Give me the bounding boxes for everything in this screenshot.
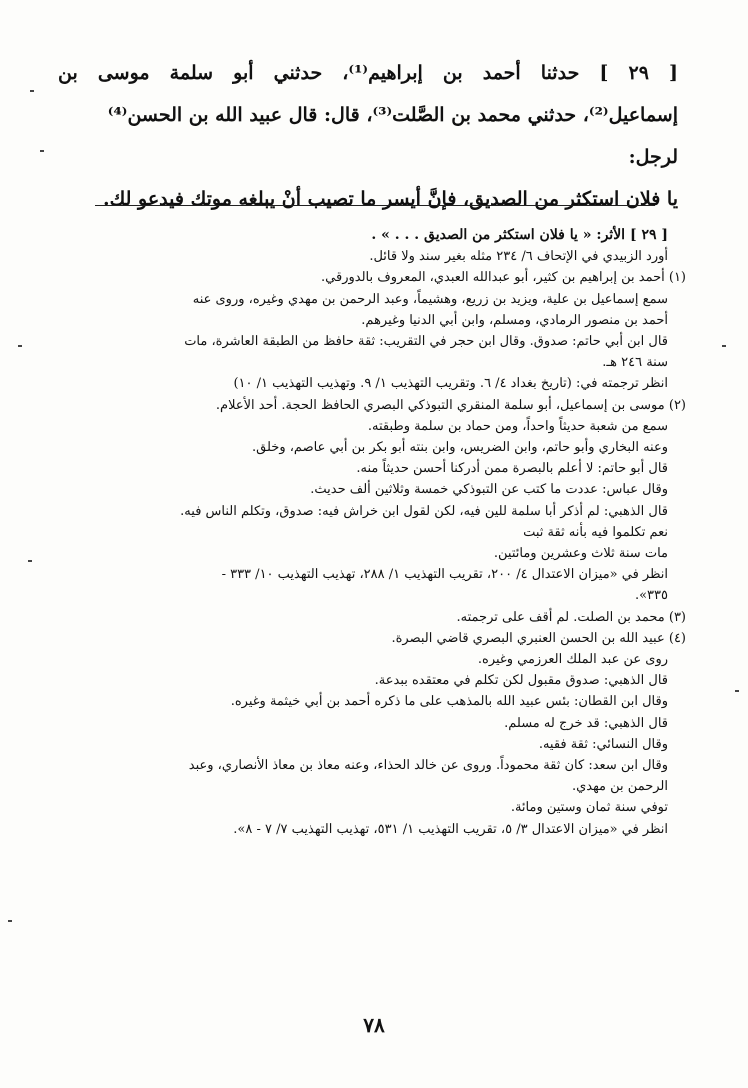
footnote-line: روى عن عبد الملك العرزمي وغيره. <box>477 652 668 668</box>
footnote-line: وعنه البخاري وأبو حاتم، وابن الضريس، وابن بنته أبو بكر بن أبي عاصم، وخلق. <box>252 440 668 456</box>
footnote-line: وقال ابن سعد: كان ثقة محموداً. وروى عن خالد الحذاء، وعنه معاذ بن معاذ الأنصاري، وعبد <box>188 758 668 774</box>
page-number: ٧٨ <box>363 1013 385 1037</box>
footnotes <box>86 225 686 840</box>
scan-mark <box>28 560 32 562</box>
footnote-line: وقال النسائي: ثقة فقيه. <box>538 736 668 752</box>
footnote-line: انظر ترجمته في: (تاريخ بغداد ٤/ ٦. وتقريب التهذيب ١/ ٩. وتهذيب التهذيب ١/ ١٠) <box>233 376 668 392</box>
footnote-line: قال الذهبي: لم أذكر أبا سلمة للين فيه، لكن لقول ابن خراش فيه: صدوق، وتكلم الناس فيه. <box>180 503 668 519</box>
footnote-line: وقال ابن القطان: بئس عبيد الله بالمذهب على ما ذكره أحمد بن أبي خيثمة وغيره. <box>230 694 668 710</box>
footnote-divider <box>95 205 655 206</box>
footnote-line: سمع من شعبة حديثاً واحداً، ومن حماد بن سلمة وطبقته. <box>367 418 668 434</box>
footnote-line: أحمد بن منصور الرمادي، ومسلم، وابن أبي الدنيا وغيرهم. <box>361 312 668 328</box>
footnote-line: (٣) محمد بن الصلت. لم أقف على ترجمته. <box>456 609 686 625</box>
main-line-3: لرجل: <box>628 146 678 168</box>
footnote-line: أورد الزبيدي في الإتحاف ٦/ ٢٣٤ مثله بغير سند ولا قائل. <box>369 249 668 265</box>
footnote-line: توفي سنة ثمان وستين ومائة. <box>510 800 668 816</box>
footnote-line: (٢) موسى بن إسماعيل، أبو سلمة المنقري التبوذكي البصري الحافظ الحجة. أحد الأعلام. <box>215 397 686 413</box>
scan-mark <box>30 90 34 92</box>
scan-mark <box>40 150 44 152</box>
scan-mark <box>8 920 12 922</box>
main-line-1: [ ٢٩ ] حدثنا أحمد بن إبراهيم⁽¹⁾، حدثني أبو سلمة موسى بن <box>58 62 678 84</box>
scan-mark <box>18 345 22 347</box>
footnote-line: الرحمن بن مهدي. <box>571 779 668 795</box>
main-text <box>58 52 678 220</box>
footnote-line: قال الذهبي: قد خرج له مسلم. <box>504 715 668 731</box>
footnote-line: مات سنة ثلاث وعشرين ومائتين. <box>493 546 668 562</box>
main-line-2: إسماعيل⁽²⁾، حدثني محمد بن الصَّلت⁽³⁾، قال: قال عبيد الله بن الحسن⁽⁴⁾ <box>107 104 678 126</box>
footnote-line: ٣٣٥». <box>634 588 668 604</box>
footnote-line: قال أبو حاتم: لا أعلم بالبصرة ممن أدركنا أحسن حديثاً منه. <box>356 461 668 477</box>
footnote-line: نعم تكلموا فيه بأنه ثقة ثبت <box>523 524 668 540</box>
footnote-line: سنة ٢٤٦ هـ. <box>602 355 668 371</box>
scan-mark <box>735 690 739 692</box>
footnote-line: قال الذهبي: صدوق مقبول لكن تكلم في معتقده ببدعة. <box>374 673 668 689</box>
footnote-heading: [ ٢٩ ] الأثر: « يا فلان استكثر من الصديق . . . » . <box>371 227 668 243</box>
footnote-line: سمع إسماعيل بن علية، ويزيد بن زريع، وهشيماً، وعبد الرحمن بن مهدي وغيره، وروى عنه <box>192 291 668 307</box>
main-line-4: يا فلان استكثر من الصديق، فإنَّ أيسر ما تصيب أنْ يبلغه موتك فيدعو لك. <box>102 188 678 210</box>
footnote-line: وقال عباس: عددت ما كتب عن التبوذكي خمسة وثلاثين ألف حديث. <box>310 482 668 498</box>
footnote-line: (٤) عبيد الله بن الحسن العنبري البصري قاضي البصرة. <box>391 630 686 646</box>
footnote-line: (١) أحمد بن إبراهيم بن كثير، أبو عبدالله العبدي، المعروف بالدورقي. <box>321 270 686 286</box>
scan-mark <box>722 345 726 347</box>
footnote-line: انظر في «ميزان الاعتدال ٤/ ٢٠٠، تقريب التهذيب ١/ ٢٨٨، تهذيب التهذيب ١٠/ ٣٣٣ - <box>221 567 668 583</box>
footnote-line: انظر في «ميزان الاعتدال ٣/ ٥، تقريب التهذيب ١/ ٥٣١، تهذيب التهذيب ٧/ ٧ - ٨». <box>233 821 668 837</box>
footnote-line: قال ابن أبي حاتم: صدوق. وقال ابن حجر في التقريب: ثقة حافظ من الطبقة العاشرة، مات <box>184 334 668 350</box>
